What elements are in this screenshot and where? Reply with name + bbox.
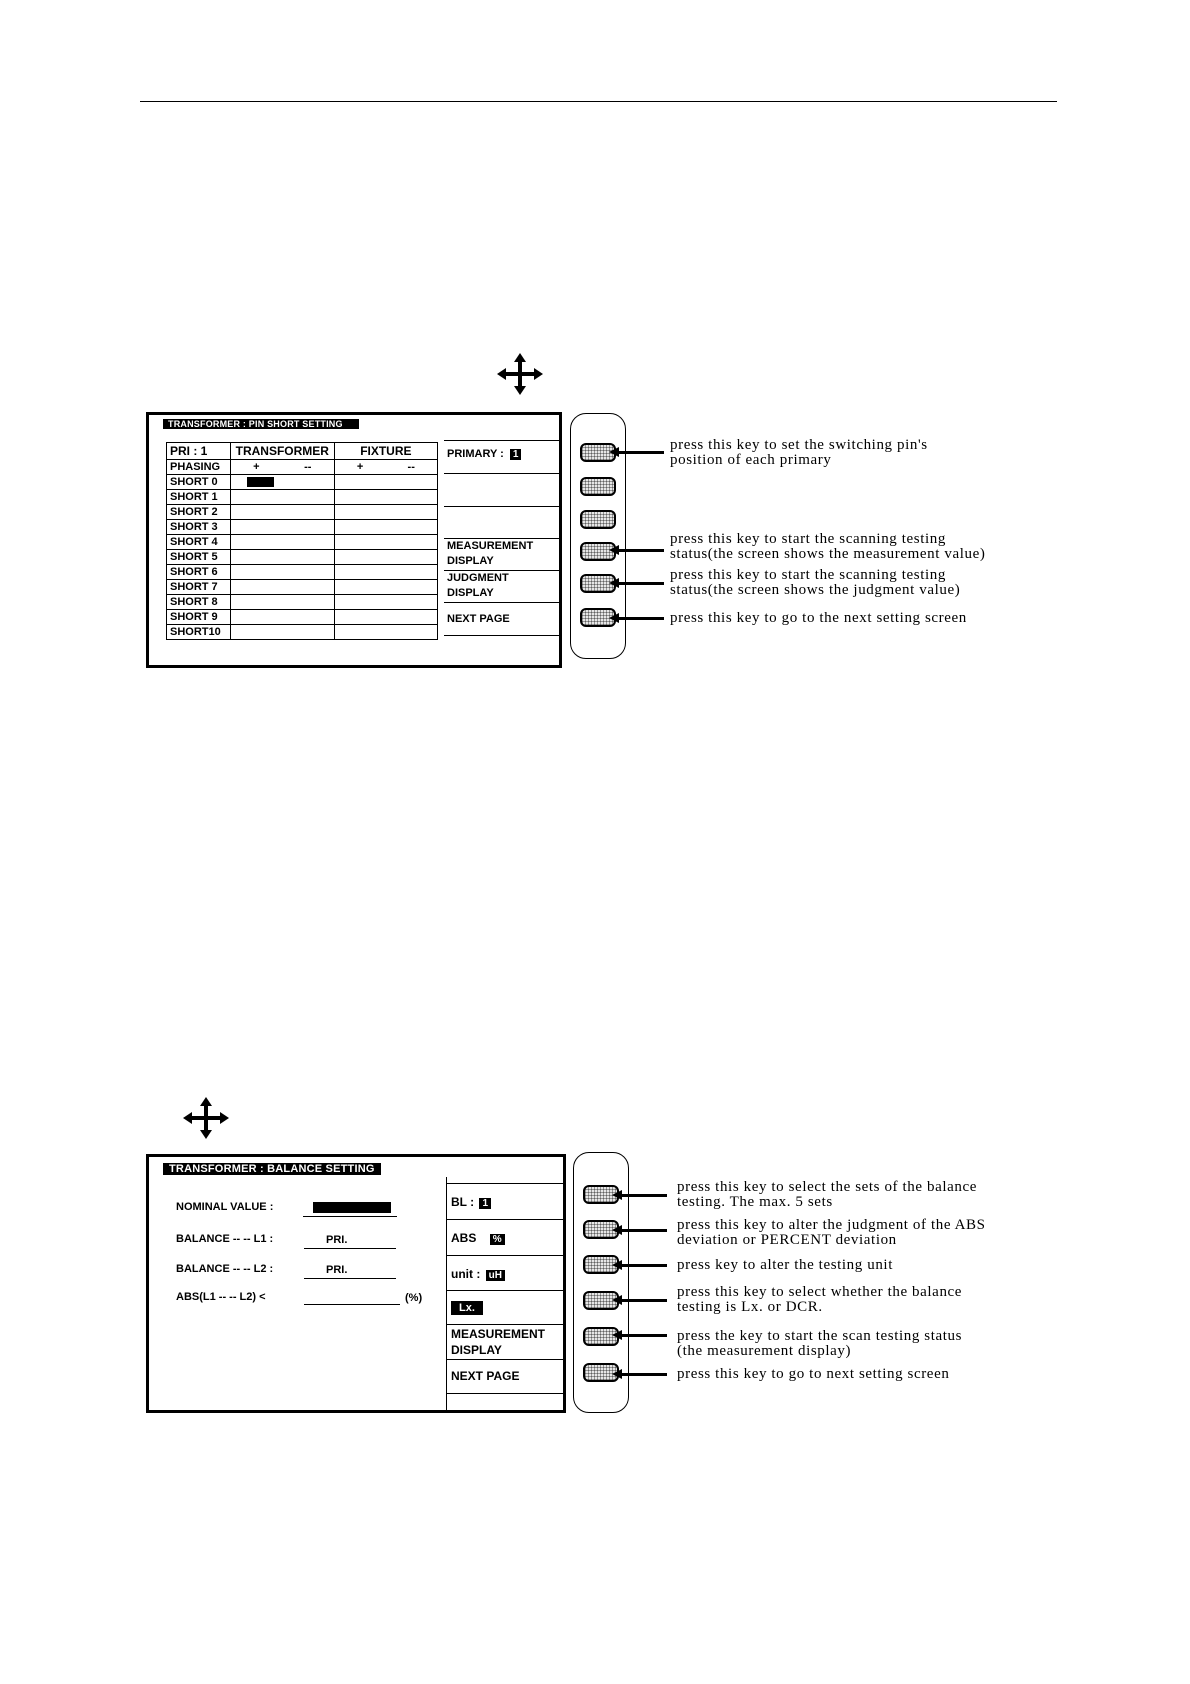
phasing-label: PHASING	[167, 460, 231, 475]
unit-value: uH	[486, 1270, 505, 1281]
callout-arrow	[618, 451, 664, 454]
key-description: press the key to start the scan testing status (the measurement display)	[677, 1328, 963, 1359]
callout-arrow	[621, 1264, 667, 1267]
primary-value: 1	[510, 449, 522, 460]
bl-label: BL : 1	[451, 1195, 491, 1210]
lx-value: Lx.	[451, 1301, 483, 1315]
col-fixture: FIXTURE	[334, 443, 437, 460]
short-row-label: SHORT 7	[167, 580, 231, 595]
fixture-plus: +	[356, 461, 364, 473]
callout-arrow	[621, 1194, 667, 1197]
four-way-arrow-icon	[497, 353, 543, 395]
short-row-label: SHORT 1	[167, 490, 231, 505]
judgment-display-label: JUDGMENT DISPLAY	[447, 572, 509, 599]
short-row-label: SHORT 8	[167, 595, 231, 610]
callout-arrow	[618, 582, 664, 585]
short-row-label: SHORT 0	[167, 475, 231, 490]
balance-l1-value[interactable]: PRI.	[326, 1234, 348, 1246]
screen-title: TRANSFORMER : BALANCE SETTING	[163, 1163, 381, 1175]
callout-arrow	[621, 1229, 667, 1232]
short-row-label: SHORT 3	[167, 520, 231, 535]
short-row-label: SHORT 9	[167, 610, 231, 625]
key-description: press key to alter the testing unit	[677, 1257, 893, 1273]
screen-title: TRANSFORMER : PIN SHORT SETTING	[163, 419, 359, 429]
softkey-3[interactable]	[580, 510, 616, 529]
callout-arrow	[618, 617, 664, 620]
header-rule	[140, 101, 1057, 102]
lx-dcr-label	[451, 1301, 483, 1316]
pin-short-table	[166, 442, 438, 640]
key-description: press this key to set the switching pin's position of each primary	[670, 437, 928, 468]
next-page-label: NEXT PAGE	[451, 1369, 520, 1383]
col-transformer: TRANSFORMER	[230, 443, 334, 460]
cursor-cell[interactable]	[247, 477, 274, 487]
primary-label: PRIMARY : 1	[447, 447, 521, 462]
abs-limit-label: ABS(L1 -- -- L2) <	[176, 1291, 266, 1303]
callout-arrow	[621, 1334, 667, 1337]
callout-arrow	[621, 1373, 667, 1376]
measurement-display-label: MEASUREMENT DISPLAY	[447, 540, 534, 567]
callout-arrow	[618, 549, 664, 552]
key-description: press this key to start the scanning testing status(the screen shows the judgment value)	[670, 567, 961, 598]
balance-l2-value[interactable]: PRI.	[326, 1264, 348, 1276]
softkey-2[interactable]	[580, 477, 616, 496]
key-description: press this key to alter the judgment of the ABS deviation or PERCENT deviation	[677, 1217, 986, 1248]
short-row-label: SHORT 2	[167, 505, 231, 520]
four-way-arrow-icon	[183, 1097, 229, 1139]
short-row-label: SHORT 4	[167, 535, 231, 550]
short-row-label: SHORT 5	[167, 550, 231, 565]
bl-value: 1	[479, 1198, 491, 1209]
key-description: press this key to go to the next setting screen	[670, 610, 967, 626]
nominal-value-field[interactable]	[313, 1202, 391, 1213]
balance-l2-label: BALANCE -- -- L2 :	[176, 1263, 274, 1275]
short-row-label: SHORT 6	[167, 565, 231, 580]
key-description: press this key to go to next setting screen	[677, 1366, 950, 1382]
fixture-minus: --	[407, 461, 415, 473]
next-page-label: NEXT PAGE	[447, 613, 510, 625]
key-description: press this key to select whether the balance testing is Lx. or DCR.	[677, 1284, 963, 1315]
balance-l1-label: BALANCE -- -- L1 :	[176, 1233, 274, 1245]
abs-mode-value: %	[490, 1234, 505, 1245]
balance-screen	[146, 1154, 566, 1413]
transformer-plus: +	[253, 461, 260, 473]
key-description: press this key to select the sets of the balance testing. The max. 5 sets	[677, 1179, 977, 1210]
key-description: press this key to start the scanning testing status(the screen shows the measurement value)	[670, 531, 986, 562]
abs-mode-label: ABS %	[451, 1231, 505, 1246]
pri-label: PRI : 1	[167, 443, 231, 460]
nominal-value-label: NOMINAL VALUE :	[176, 1201, 274, 1213]
abs-unit: (%)	[405, 1292, 423, 1304]
measurement-display-label: MEASUREMENT DISPLAY	[451, 1327, 546, 1357]
pin-short-screen	[146, 412, 562, 668]
transformer-minus: --	[304, 461, 312, 473]
callout-arrow	[621, 1299, 667, 1302]
abs-limit-field[interactable]	[304, 1304, 400, 1305]
unit-label: unit : uH	[451, 1267, 505, 1282]
short-row-label: SHORT10	[167, 625, 231, 640]
